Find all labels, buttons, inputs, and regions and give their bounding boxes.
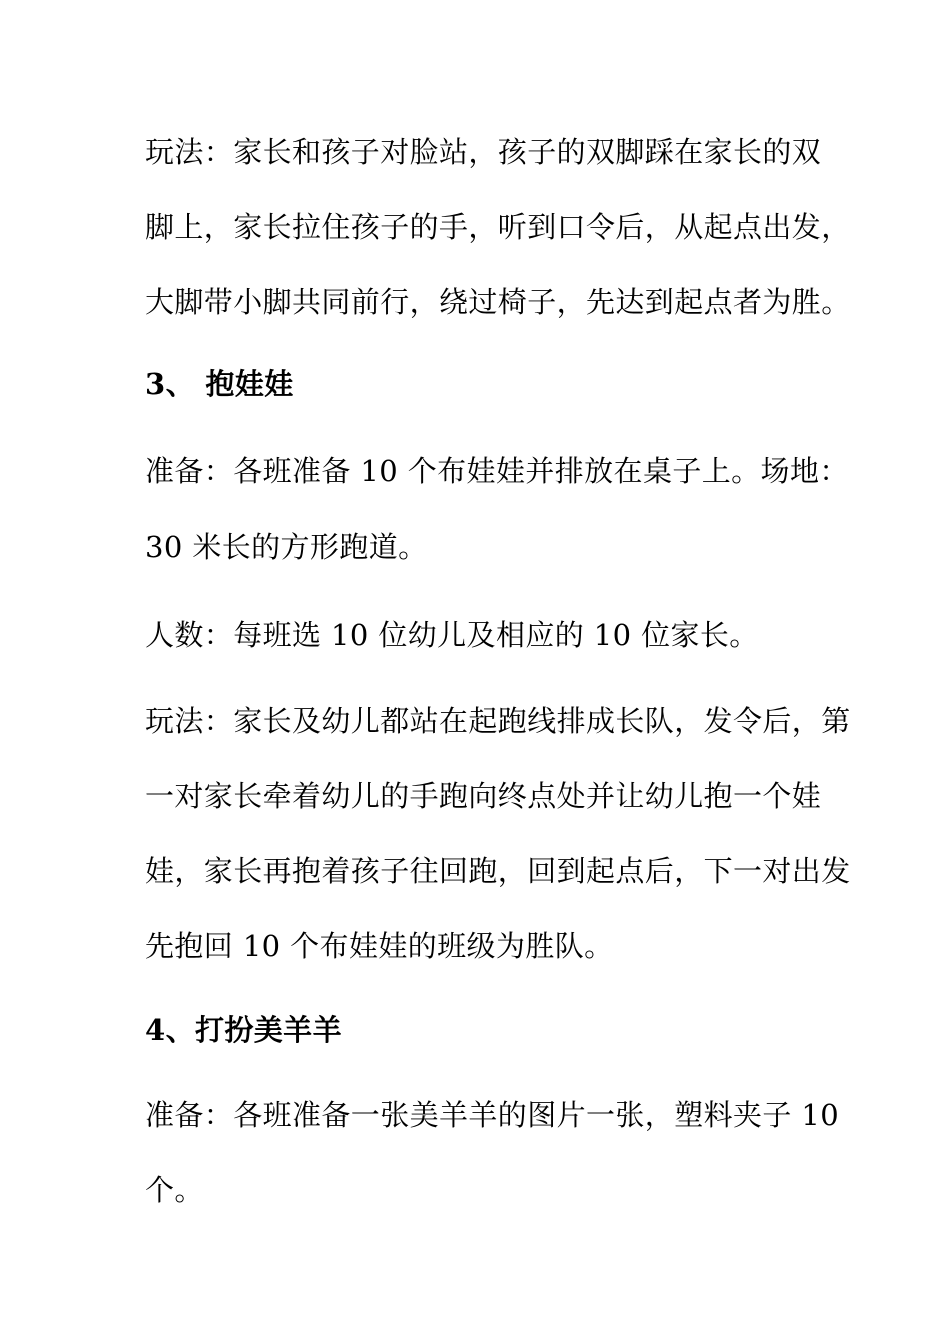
text-line: 娃，家长再抱着孩子往回跑，回到起点后，下一对出发 xyxy=(145,854,851,888)
text-line: 玩法：家长及幼儿都站在起跑线排成长队，发令后，第 xyxy=(145,704,851,738)
text-line: 30 米长的方形跑道。 xyxy=(145,530,428,564)
text-line: 一对家长牵着幼儿的手跑向终点处并让幼儿抱一个娃 xyxy=(145,779,822,813)
text-line: 脚上，家长拉住孩子的手，听到口令后，从起点出发， xyxy=(145,210,851,244)
text-line: 人数：每班选 10 位幼儿及相应的 10 位家长。 xyxy=(145,618,759,652)
text-line: 个。 xyxy=(145,1173,204,1207)
section-heading: 3、 抱娃娃 xyxy=(145,367,294,401)
section-heading: 4、打扮美羊羊 xyxy=(145,1013,342,1047)
text-line: 玩法：家长和孩子对脸站，孩子的双脚踩在家长的双 xyxy=(145,135,822,169)
text-line: 大脚带小脚共同前行，绕过椅子，先达到起点者为胜。 xyxy=(145,285,851,319)
text-line: 准备：各班准备一张美羊羊的图片一张，塑料夹子 10 xyxy=(145,1098,840,1132)
text-line: 先抱回 10 个布娃娃的班级为胜队。 xyxy=(145,929,614,963)
text-line: 准备：各班准备 10 个布娃娃并排放在桌子上。场地： xyxy=(145,454,849,488)
